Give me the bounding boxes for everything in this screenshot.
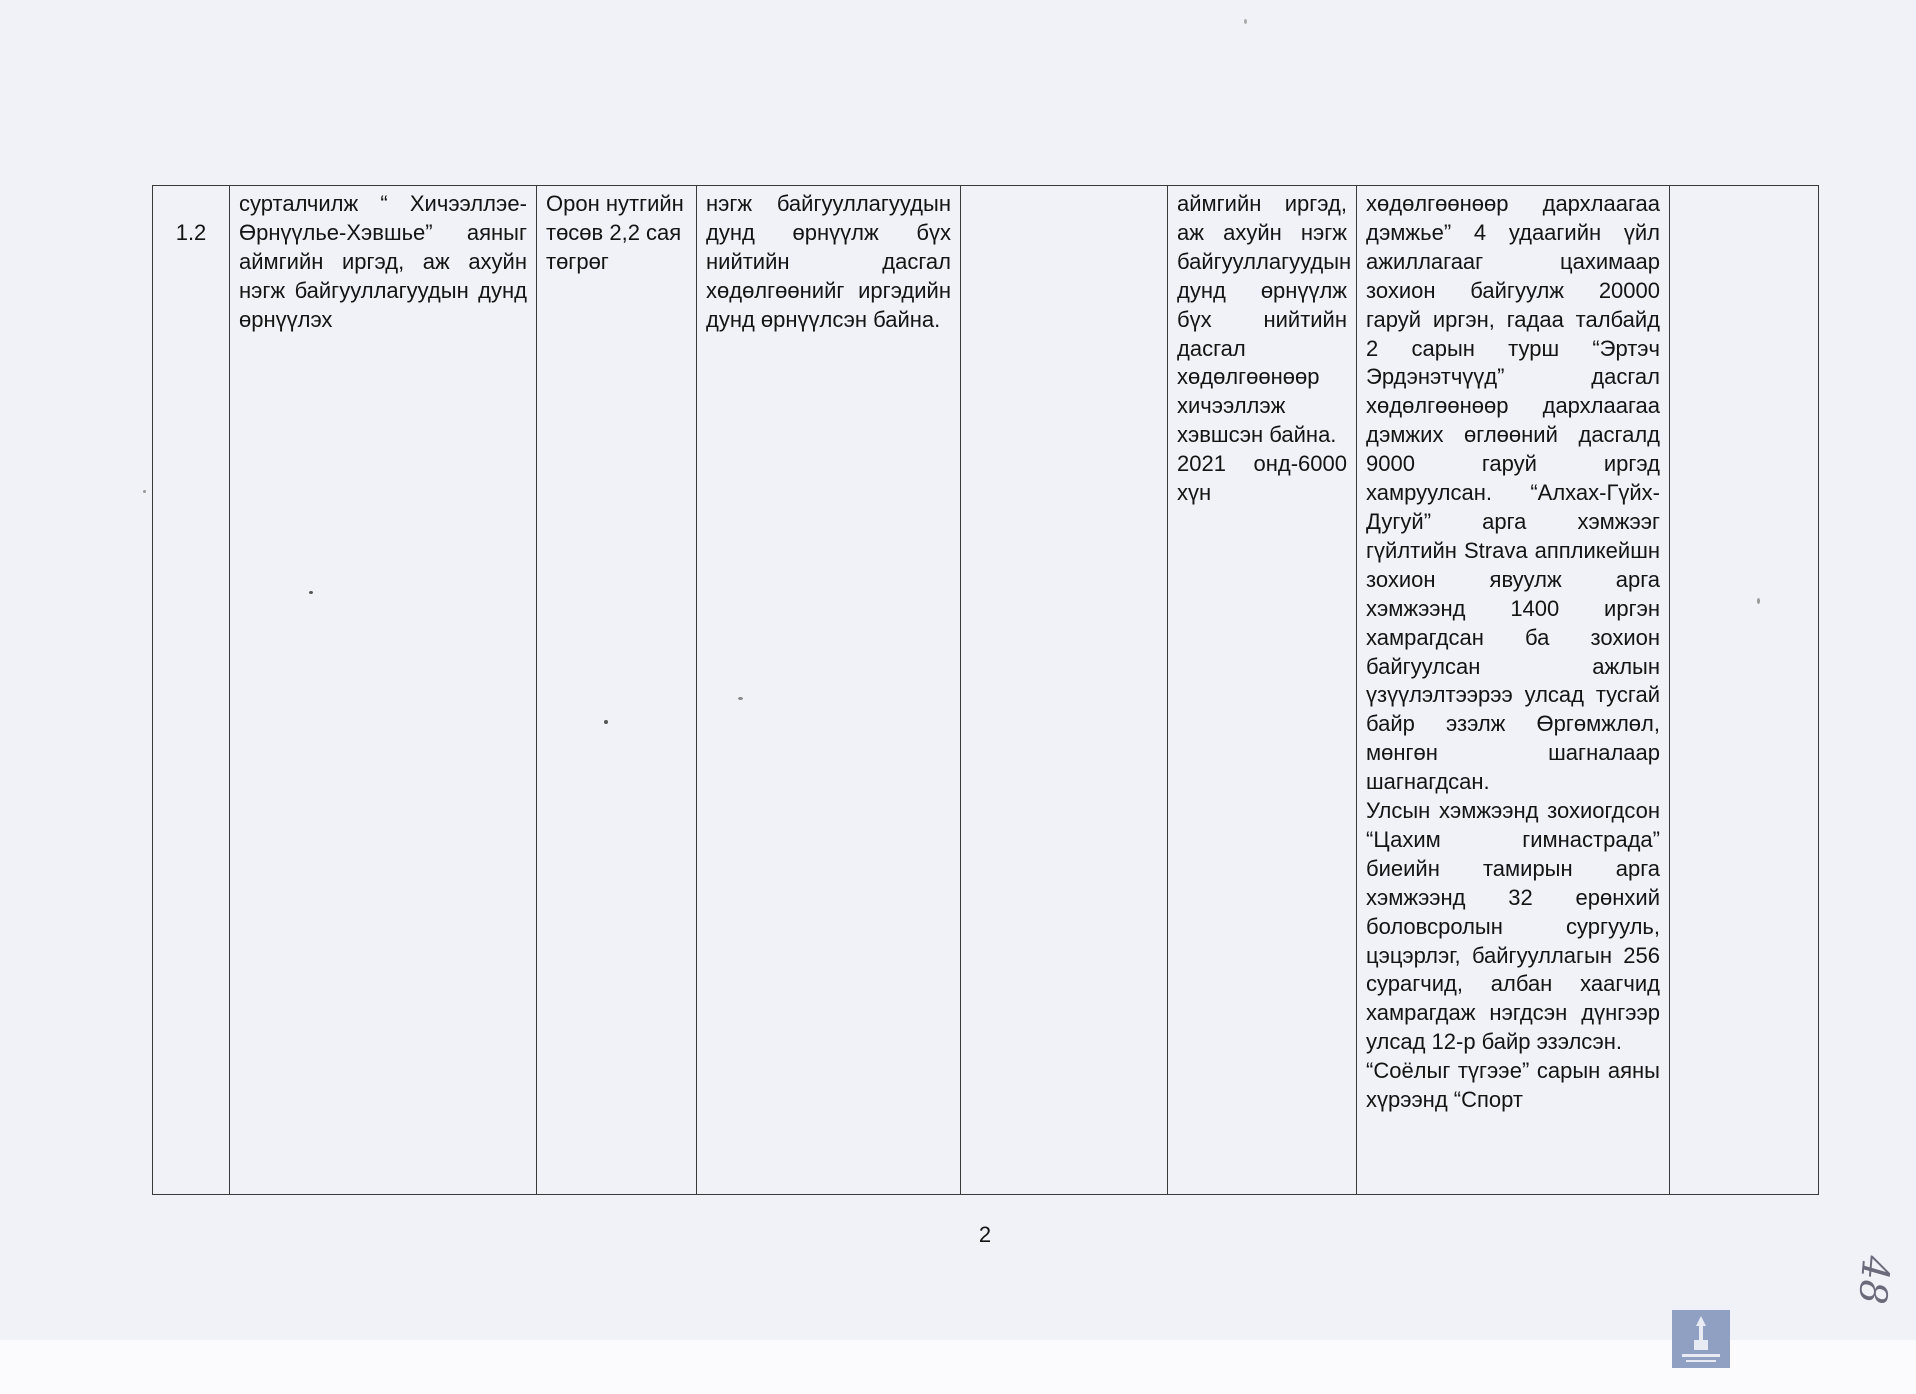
indicator-target: 2021 онд-6000 хүн <box>1177 451 1347 506</box>
scan-margin <box>0 1340 1916 1394</box>
activity-cell: сурталчилж “ Хичээллэе-Өрнүүлье-Хэвшье” аяныг аймгийн иргэд, аж ахуйн нэгж байгууллагуудын дунд өрнүүлэх <box>230 186 537 1195</box>
plan-table <box>152 185 1819 1195</box>
empty-cell <box>961 186 1168 1195</box>
progress-paragraph: хөдөлгөөнөөр дархлаагаа дэмжье” 4 удаагийн үйл ажиллагааг цахимаар зохион байгуулж 20000 гаруй иргэн, гадаа талбайд 2 сарын турш “Эртэч Эрдэнэтчүүд” дасгал хөдөлгөөнөөр дархлаагаа дэмжих өглөөний дасгалд 9000 гаруй иргэд хамруулсан. “Алхах-Гүйх-Дугуй” арга хэмжээг гүйлтийн Strava аппликейшн зохион явуулж арга хэмжээнд 1400 иргэн хамрагдсан ба зохион байгуулсан ажлын үзүүлэлтээрээ улсад тусгай байр эзэлж Өргөмжлөл, мөнгөн шагналаар шагнагдсан. <box>1366 191 1660 795</box>
last-empty-cell <box>1670 186 1819 1195</box>
progress-paragraph: Улсын хэмжээнд зохиогдсон “Цахим гимнастрада” биеийн тамирын арга хэмжээнд 32 ерөнхий боловсролын сургууль, цэцэрлэг, байгууллагын 256 сурагчид, албан хаагчид хамрагдаж нэгдсэн дүнгээр улсад 12-р байр эзэлсэн. <box>1366 798 1660 1055</box>
budget-cell: Орон нутгийн төсөв 2,2 сая төгрөг <box>537 186 697 1195</box>
scan-speck <box>604 720 608 724</box>
indicator-cell <box>1168 186 1357 1195</box>
expected-result-cell: нэгж байгууллагуудын дунд өрнүүлж бүх нийтийн дасгал хөдөлгөөнийг иргэдийн дунд өрнүүлсэн байна. <box>697 186 961 1195</box>
progress-cell <box>1357 186 1670 1195</box>
scan-speck <box>738 697 743 700</box>
page-number: 2 <box>978 1222 992 1247</box>
scan-speck <box>143 490 146 493</box>
scan-speck <box>1757 598 1760 604</box>
progress-text <box>1366 190 1660 1194</box>
scan-speck <box>1244 19 1247 24</box>
scan-speck <box>309 591 313 594</box>
table-row <box>153 186 1819 1195</box>
government-seal-icon <box>1672 1310 1730 1368</box>
row-number: 1.2 <box>153 186 230 1195</box>
progress-paragraph: “Соёлыг түгээе” сарын аяны хүрээнд “Спорт <box>1366 1058 1660 1113</box>
handwritten-mark: 48 <box>1850 1253 1899 1307</box>
indicator-text: аймгийн иргэд, аж ахуйн нэгж байгууллагуудын дунд өрнүүлж бүх нийтийн дасгал хөдөлгөөнөөр хичээллэж хэвшсэн байна. <box>1177 191 1352 448</box>
